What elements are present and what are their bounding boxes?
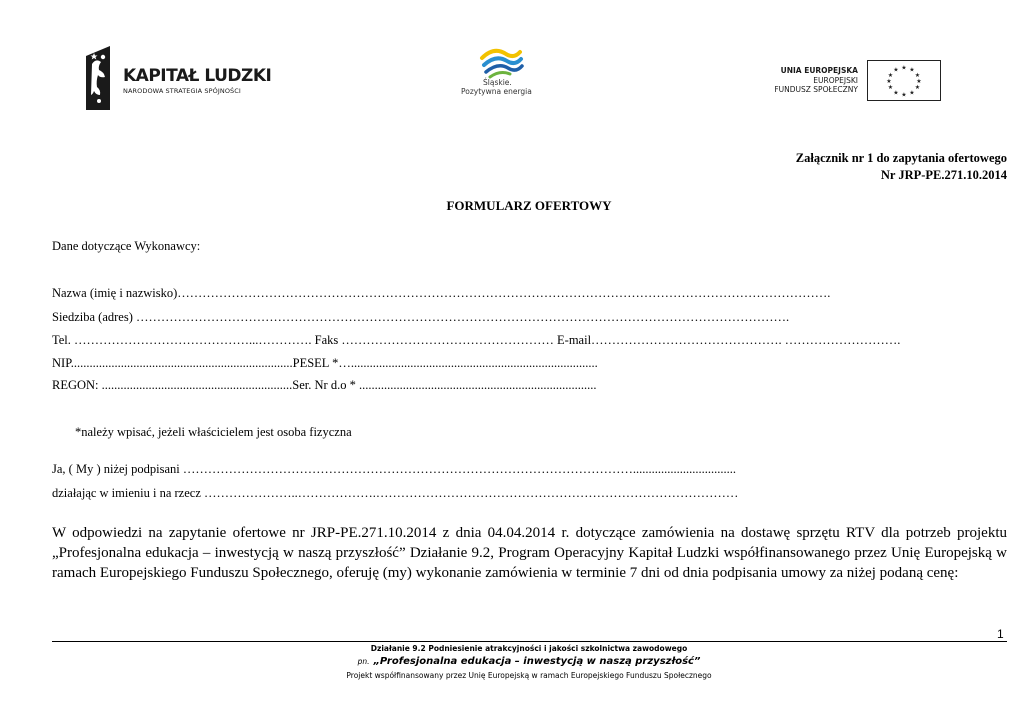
eu-flag-icon <box>867 60 941 101</box>
svg-text:★: ★ <box>893 66 899 74</box>
section-label: Dane dotyczące Wykonawcy: <box>52 239 201 253</box>
field-contact: Tel. ……………………………………...…………. Faks …………………………………………… E-mail………………………………………. ………………………. <box>52 333 901 347</box>
eu-label <box>750 66 858 95</box>
footer-action: Działanie 9.2 Podniesienie atrakcyjności i jakości szkolnictwa zawodowego <box>370 644 688 653</box>
slaskie-slogan: Pozytywna energia <box>461 87 532 96</box>
kapital-ludzki-title: KAPITAŁ LUDZKI <box>123 66 272 86</box>
kapital-ludzki-subtitle: NARODOWA STRATEGIA SPÓJNOŚCI <box>123 87 241 95</box>
form-title: FORMULARZ OFERTOWY <box>446 198 612 213</box>
svg-text:★: ★ <box>914 84 921 91</box>
note: *należy wpisać, jeżeli właścicielem jest osoba fizyczna <box>75 425 352 439</box>
attachment-label: Załącznik nr 1 do zapytania ofertowego <box>795 151 1007 165</box>
svg-text:★: ★ <box>887 84 894 91</box>
field-regon: REGON: .............................................................Ser. Nr d.o * ............................................................................ <box>52 378 597 392</box>
field-address: Siedziba (adres) …………………………………………………………………………………………………………………………………………. <box>52 310 790 324</box>
footer-divider <box>52 641 1007 642</box>
eu-label-line3: FUNDUSZ SPOŁECZNY <box>774 85 858 94</box>
svg-text:★: ★ <box>916 78 922 85</box>
svg-text:★: ★ <box>901 91 907 99</box>
svg-text:★: ★ <box>901 64 907 72</box>
slaskie-swirl-icon <box>476 44 526 80</box>
footer-project-name <box>0 656 1024 667</box>
attachment-number: Nr JRP-PE.271.10.2014 <box>880 168 1007 182</box>
eu-label-line1: UNIA EUROPEJSKA <box>780 66 858 75</box>
offer-paragraph: W odpowiedzi na zapytanie ofertowe nr JRP-PE.271.10.2014 z dnia 04.04.2014 r. dotyczące zamówienia na dostawę sprzętu RTV dla potrzeb projektu „Profesjonalna edukacja – inwestycją w naszą przyszłość” Działanie 9.2, Program Operacyjny Kapitał Ludzki współfinansowanego przez Unię Europejską w ramach Europejskiego Funduszu Społecznego, oferuję (my) wykonanie zamówienia w terminie 7 dni od dnia podpisania umowy za niżej podaną cenę: <box>52 525 1007 581</box>
footer-project-prefix: pn. <box>357 657 370 666</box>
svg-text:★: ★ <box>886 78 892 85</box>
page-number: 1 <box>997 627 1004 641</box>
acting-on-behalf-line: działając w imieniu i na rzecz …………………..……………….…………………………………………………………………………… <box>52 486 739 500</box>
slaskie-name: Śląskie. <box>483 78 512 87</box>
svg-text:★: ★ <box>893 89 899 97</box>
eu-label-line2: EUROPEJSKI <box>813 75 858 85</box>
footer-project-title: „Profesjonalna edukacja – inwestycją w naszą przyszłość” <box>373 656 701 667</box>
field-nip-pesel: NIP.......................................................................PESEL *…............................................................................... <box>52 356 598 370</box>
svg-text:★: ★ <box>914 72 921 79</box>
signers-line: Ja, ( My ) niżej podpisani ………………………………………………………………………………………………................................. <box>52 462 737 476</box>
field-name: Nazwa (imię i nazwisko)…………………………………………………………………………………………………………………………………………. <box>52 286 831 300</box>
svg-text:★: ★ <box>887 72 894 79</box>
svg-text:★: ★ <box>909 89 915 97</box>
svg-text:★: ★ <box>909 66 915 74</box>
footer-cofinancing: Projekt współfinansowany przez Unię Europejską w ramach Europejskiego Funduszu Społecznego <box>346 671 712 680</box>
